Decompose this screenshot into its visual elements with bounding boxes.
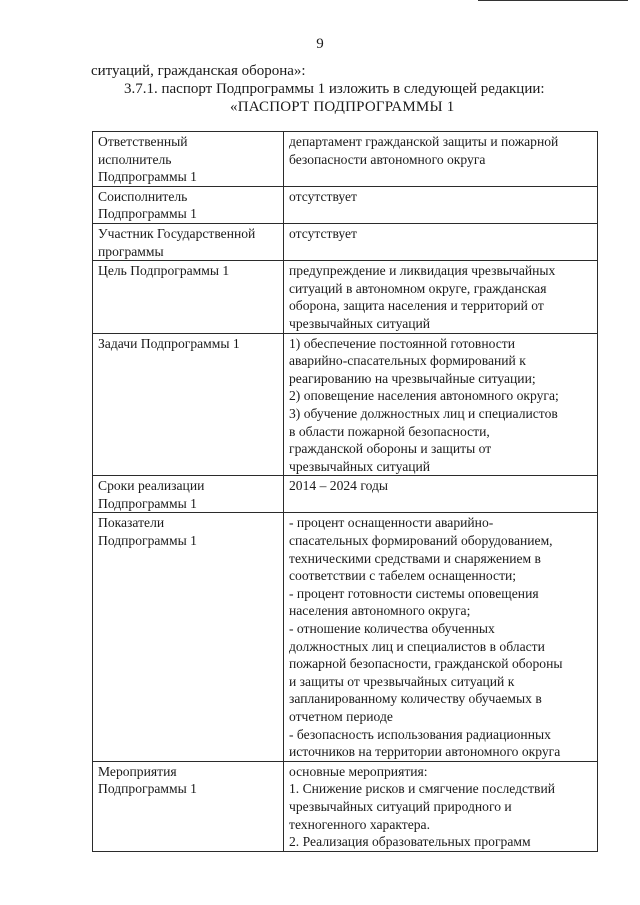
row-value-line: гражданской обороны и защиты от — [289, 441, 492, 457]
row-label-cell — [93, 132, 284, 187]
table-row — [93, 132, 598, 187]
row-value-line: отчетном периоде — [289, 709, 393, 724]
row-label-cell — [93, 761, 284, 851]
row-value-cell — [284, 476, 598, 513]
row-label-line: Сроки реализации — [98, 478, 205, 494]
top-rule — [478, 0, 628, 1]
row-value-line: спасательных формирований оборудованием, — [289, 533, 553, 549]
row-value-line: аварийно-спасательных формирований к — [289, 353, 526, 369]
row-value-line: предупреждение и ликвидация чрезвычайных — [289, 263, 556, 279]
row-value-line: 1. Снижение рисков и смягчение последствий — [289, 781, 556, 797]
row-label-line: Участник Государственной — [98, 225, 256, 241]
row-value-line: оборона, защита населения и территорий от — [289, 298, 544, 314]
row-value-line: источников на территории автономного округа — [289, 744, 561, 760]
row-label-line: Цель Подпрограммы 1 — [98, 263, 230, 279]
row-label-line: Подпрограммы 1 — [98, 781, 197, 797]
row-value-line: ситуаций в автономном округе, гражданская — [289, 280, 547, 296]
row-label-line: программы — [98, 243, 164, 259]
intro-line-2: 3.7.1. паспорт Подпрограммы 1 изложить в следующей редакции: — [124, 81, 545, 97]
table-row — [93, 261, 598, 333]
row-value-line: реагированию на чрезвычайные ситуации; — [289, 370, 536, 386]
row-value-line: должностных лиц и специалистов в области — [289, 638, 545, 654]
row-value-cell — [284, 333, 598, 476]
row-label-cell — [93, 186, 284, 223]
row-label-line: Мероприятия — [98, 763, 177, 779]
row-value-line: 2014 – 2024 годы — [289, 478, 389, 494]
page-number: 9 — [316, 36, 324, 52]
row-value-line: пожарной безопасности, гражданской обороны — [289, 656, 563, 672]
row-label-cell — [93, 223, 284, 260]
row-value-line: 2) оповещение населения автономного округа; — [289, 388, 559, 404]
table-row — [93, 513, 598, 761]
row-value-cell — [284, 513, 598, 761]
row-label-cell — [93, 513, 284, 761]
row-label-line: исполнитель — [98, 151, 172, 167]
row-value-cell — [284, 761, 598, 851]
row-value-line: безопасности автономного округа — [289, 151, 486, 167]
passport-table — [92, 131, 598, 852]
row-label-line: Подпрограммы 1 — [98, 533, 197, 549]
row-label-cell — [93, 261, 284, 333]
table-row — [93, 476, 598, 513]
table-row — [93, 761, 598, 851]
row-value-line: населения автономного округа; — [289, 603, 471, 619]
passport-title: «ПАСПОРТ ПОДПРОГРАММЫ 1 — [230, 99, 455, 115]
row-value-line: 2. Реализация образовательных программ — [289, 834, 531, 850]
row-value-cell — [284, 186, 598, 223]
row-value-line: соответствии с табелем оснащенности; — [289, 568, 517, 584]
row-value-line: отсутствует — [289, 225, 358, 241]
table-row — [93, 186, 598, 223]
row-value-line: отсутствует — [289, 188, 358, 204]
row-label-line: Подпрограммы 1 — [98, 169, 197, 185]
row-value-line: 3) обучение должностных лиц и специалистов — [289, 405, 558, 421]
table-row — [93, 333, 598, 476]
row-label-line: Ответственный — [98, 134, 188, 149]
row-value-line: чрезвычайных ситуаций природного и — [289, 798, 512, 814]
row-label-cell — [93, 333, 284, 476]
row-value-line: - отношение количества обученных — [289, 621, 495, 637]
row-value-line: основные мероприятия: — [289, 763, 428, 779]
row-label-line: Задачи Подпрограммы 1 — [98, 335, 240, 351]
row-value-line: запланированному количеству обучаемых в — [289, 691, 542, 707]
table-row — [93, 223, 598, 260]
row-value-line: - процент оснащенности аварийно- — [289, 515, 494, 531]
row-value-line: чрезвычайных ситуаций — [289, 315, 431, 331]
row-value-cell — [284, 132, 598, 187]
row-label-line: Подпрограммы 1 — [98, 206, 197, 222]
row-value-cell — [284, 223, 598, 260]
intro-line-1: ситуаций, гражданская оборона»: — [91, 63, 306, 79]
row-value-line: - безопасность использования радиационных — [289, 726, 551, 742]
row-label-line: Показатели — [98, 515, 165, 531]
row-value-line: техническими средствами и снаряжением в — [289, 550, 541, 566]
row-value-line: в области пожарной безопасности, — [289, 423, 490, 439]
row-label-cell — [93, 476, 284, 513]
row-value-line: и защиты от чрезвычайных ситуаций к — [289, 673, 515, 689]
row-label-line: Соисполнитель — [98, 188, 188, 204]
row-value-line: чрезвычайных ситуаций — [289, 458, 431, 474]
row-label-line: Подпрограммы 1 — [98, 495, 197, 511]
row-value-line: - процент готовности системы оповещения — [289, 585, 539, 601]
row-value-cell — [284, 261, 598, 333]
row-value-line: техногенного характера. — [289, 816, 430, 832]
row-value-line: 1) обеспечение постоянной готовности — [289, 335, 515, 351]
row-value-line: департамент гражданской защиты и пожарной — [289, 134, 559, 149]
